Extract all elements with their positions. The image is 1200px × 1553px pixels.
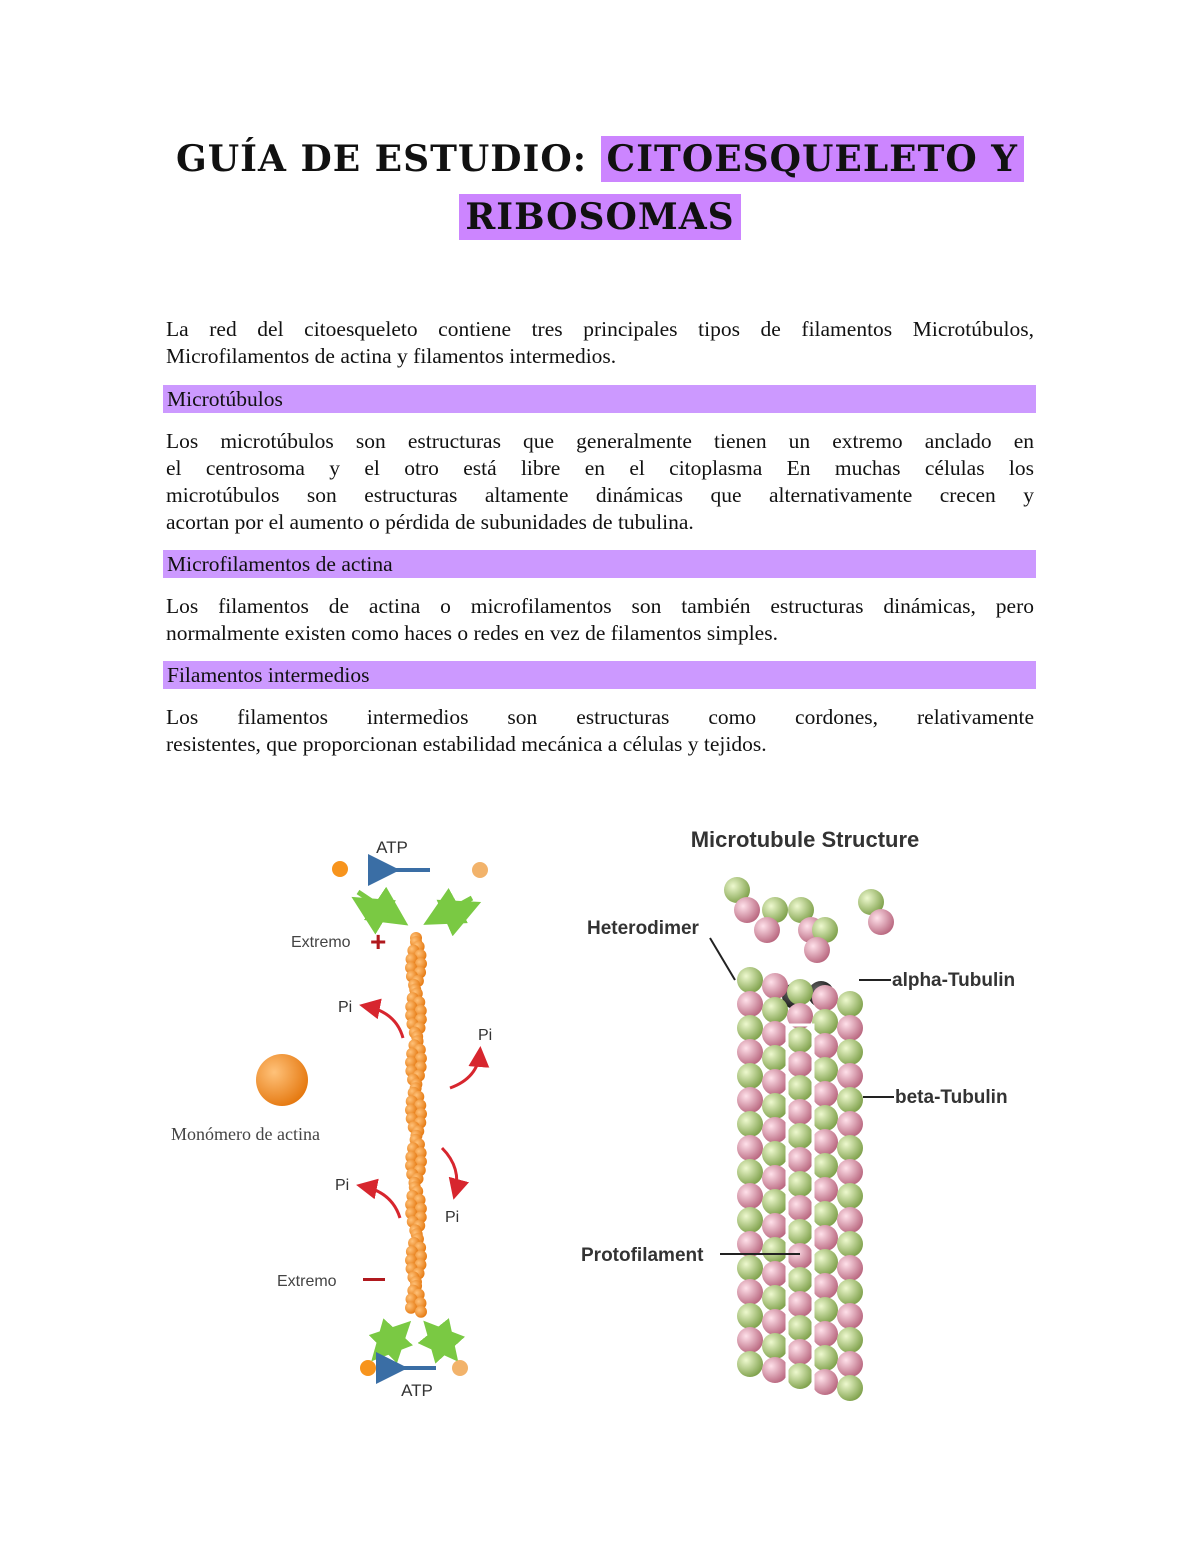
heterodimer-label: Heterodimer xyxy=(587,918,699,939)
tubulin-subunit xyxy=(837,1183,863,1209)
tubulin-subunit xyxy=(737,967,763,993)
title-plain: GUÍA DE ESTUDIO: xyxy=(176,138,587,180)
tubulin-subunit xyxy=(787,1315,813,1341)
tubulin-subunit xyxy=(737,1087,763,1113)
tubulin-subunit xyxy=(837,1351,863,1377)
green-exchange-arrows-bottom xyxy=(378,1328,452,1354)
microtubule-body xyxy=(724,877,894,1401)
pi-release-arrow xyxy=(362,1186,400,1218)
tubulin-subunit xyxy=(812,1081,838,1107)
tubulin-subunit xyxy=(787,1147,813,1173)
section-heading-microfilamentos: Microfilamentos de actina xyxy=(163,550,1036,578)
section-body-intermedios xyxy=(166,704,1034,758)
section-body-microfilamentos xyxy=(166,593,1034,647)
tubulin-subunit xyxy=(787,1243,813,1269)
tubulin-subunit xyxy=(762,1141,788,1167)
tubulin-subunit xyxy=(837,1327,863,1353)
tubulin-subunit xyxy=(837,1135,863,1161)
tubulin-subunit xyxy=(837,1279,863,1305)
section-heading-intermedios: Filamentos intermedios xyxy=(163,661,1036,689)
tubulin-subunit xyxy=(737,1135,763,1161)
atp-bottom-label: ATP xyxy=(401,1381,433,1400)
tubulin-subunit xyxy=(837,1015,863,1041)
tubulin-subunit xyxy=(737,1159,763,1185)
tubulin-subunit xyxy=(737,1015,763,1041)
tubulin-subunit xyxy=(812,1033,838,1059)
tubulin-subunit xyxy=(812,1249,838,1275)
tubulin-subunit xyxy=(737,1039,763,1065)
tubulin-subunit xyxy=(787,1339,813,1365)
tubulin-subunit xyxy=(762,1357,788,1383)
microtubule-title: Microtubule Structure xyxy=(690,827,920,852)
actin-filament xyxy=(405,932,427,1318)
tubulin-subunit xyxy=(812,1201,838,1227)
tubulin-subunit xyxy=(787,1027,813,1053)
plus-sign: + xyxy=(370,926,387,957)
actin-monomer-dot xyxy=(360,1360,376,1376)
pi-label: Pi xyxy=(335,1177,350,1194)
pi-label: Pi xyxy=(338,999,353,1016)
body-line: normalmente existen como haces o redes en vez de filamentos simples. xyxy=(166,621,778,645)
title-highlight-2: RIBOSOMAS xyxy=(459,194,740,240)
body-line: Los microtúbulos son estructuras que generalmente tienen un extremo anclado en xyxy=(166,429,1034,453)
body-line: Los filamentos intermedios son estructuras como cordones, relativamente xyxy=(166,705,1034,729)
tubulin-subunit xyxy=(787,1171,813,1197)
tubulin-subunit xyxy=(812,1345,838,1371)
tubulin-subunit xyxy=(837,1039,863,1065)
tubulin-subunit xyxy=(837,991,863,1017)
tubulin-subunit xyxy=(837,1231,863,1257)
tubulin-subunit xyxy=(787,1267,813,1293)
tubulin-subunit xyxy=(762,1069,788,1095)
pi-release-arrow xyxy=(442,1148,457,1194)
tubulin-subunit xyxy=(812,1297,838,1323)
tubulin-subunit xyxy=(812,1369,838,1395)
pi-release-arrow xyxy=(365,1006,403,1038)
tubulin-subunit xyxy=(812,1273,838,1299)
tubulin-subunit xyxy=(812,1129,838,1155)
tubulin-subunit xyxy=(804,937,830,963)
tubulin-subunit xyxy=(734,897,760,923)
tubulin-subunit xyxy=(837,1207,863,1233)
pi-release-arrow xyxy=(450,1052,480,1088)
minus-end-label: Extremo xyxy=(277,1273,337,1290)
tubulin-subunit xyxy=(762,1045,788,1071)
tubulin-subunit xyxy=(787,1291,813,1317)
actin-subunit xyxy=(415,1306,427,1318)
body-line: Los filamentos de actina o microfilamentos son también estructuras dinámicas, pero xyxy=(166,594,1034,618)
tubulin-subunit xyxy=(762,1213,788,1239)
tubulin-subunit xyxy=(787,979,813,1005)
tubulin-subunit xyxy=(737,1207,763,1233)
tubulin-subunit xyxy=(787,1099,813,1125)
monomer-label: Monómero de actina xyxy=(171,1124,320,1144)
actin-monomer-icon xyxy=(256,1054,308,1106)
tubulin-subunit xyxy=(762,973,788,999)
pi-label: Pi xyxy=(478,1027,493,1044)
tubulin-subunit xyxy=(762,1333,788,1359)
body-line: microtúbulos son estructuras altamente dinámicas que alternativamente crecen y xyxy=(166,483,1034,507)
tubulin-subunit xyxy=(762,1021,788,1047)
tubulin-subunit xyxy=(737,1303,763,1329)
actin-monomer-dot xyxy=(452,1360,468,1376)
tubulin-subunit xyxy=(812,1153,838,1179)
tubulin-subunit xyxy=(737,991,763,1017)
tubulin-subunit xyxy=(787,1195,813,1221)
tubulin-subunit xyxy=(762,1261,788,1287)
tubulin-subunit xyxy=(737,1063,763,1089)
intro-paragraph xyxy=(166,316,1034,370)
tubulin-subunit xyxy=(762,997,788,1023)
tubulin-subunit xyxy=(762,1117,788,1143)
green-exchange-arrows-top xyxy=(358,892,472,920)
pi-label: Pi xyxy=(445,1209,460,1226)
tubulin-subunit xyxy=(754,917,780,943)
tubulin-subunit xyxy=(868,909,894,935)
intro-line-2: Microfilamentos de actina y filamentos intermedios. xyxy=(166,344,617,368)
tubulin-subunit xyxy=(762,1189,788,1215)
alpha-tubulin-label: alpha-Tubulin xyxy=(892,970,1016,991)
heterodimer-pointer xyxy=(710,938,735,980)
tubulin-subunit xyxy=(812,1105,838,1131)
tubulin-subunit xyxy=(812,985,838,1011)
tubulin-subunit xyxy=(737,1351,763,1377)
tubulin-subunit xyxy=(787,1363,813,1389)
tubulin-subunit xyxy=(737,1255,763,1281)
tubulin-subunit xyxy=(737,1183,763,1209)
tubulin-subunit xyxy=(787,1219,813,1245)
tubulin-subunit xyxy=(837,1087,863,1113)
tubulin-subunit xyxy=(762,1285,788,1311)
actin-monomer-dot xyxy=(332,861,348,877)
tubulin-subunit xyxy=(787,1075,813,1101)
tubulin-subunit xyxy=(812,1177,838,1203)
tubulin-subunit xyxy=(812,1009,838,1035)
section-body-microtubulos xyxy=(166,428,1034,536)
plus-end-label: Extremo xyxy=(291,934,351,951)
page-title-line-1 xyxy=(0,138,1200,180)
body-line: resistentes, que proporcionan estabilidad mecánica a células y tejidos. xyxy=(166,732,767,756)
tubulin-subunit xyxy=(837,1303,863,1329)
microtubule-structure-figure xyxy=(575,820,1040,1420)
atp-top-label: ATP xyxy=(376,838,408,857)
section-heading-microtubulos: Microtúbulos xyxy=(163,385,1036,413)
tubulin-subunit xyxy=(737,1111,763,1137)
title-highlight-1: CITOESQUELETO Y xyxy=(601,136,1024,182)
tubulin-subunit xyxy=(837,1255,863,1281)
tubulin-subunit xyxy=(837,1159,863,1185)
tubulin-subunit xyxy=(762,1093,788,1119)
body-line: acortan por el aumento o pérdida de subunidades de tubulina. xyxy=(166,510,694,534)
body-line: el centrosoma y el otro está libre en el citoplasma En muchas células los xyxy=(166,456,1034,480)
tubulin-subunit xyxy=(737,1279,763,1305)
tubulin-subunit xyxy=(812,1057,838,1083)
tubulin-subunit xyxy=(837,1063,863,1089)
tubulin-subunit xyxy=(787,1123,813,1149)
tubulin-subunit xyxy=(812,1225,838,1251)
tubulin-subunit xyxy=(837,1375,863,1401)
tubulin-subunit xyxy=(812,1321,838,1347)
protofilament-label: Protofilament xyxy=(581,1245,704,1266)
tubulin-subunit xyxy=(737,1327,763,1353)
actin-treadmilling-figure xyxy=(160,820,520,1420)
tubulin-subunit xyxy=(762,1165,788,1191)
minus-sign xyxy=(363,1278,385,1281)
beta-tubulin-label: beta-Tubulin xyxy=(895,1087,1008,1108)
tubulin-subunit xyxy=(762,1237,788,1263)
actin-monomer-dot xyxy=(472,862,488,878)
tubulin-subunit xyxy=(787,1051,813,1077)
tubulin-subunit xyxy=(837,1111,863,1137)
page-title-line-2 xyxy=(0,196,1200,238)
tubulin-subunit xyxy=(762,1309,788,1335)
intro-line-1: La red del citoesqueleto contiene tres principales tipos de filamentos Microtúbulos, xyxy=(166,317,1034,341)
